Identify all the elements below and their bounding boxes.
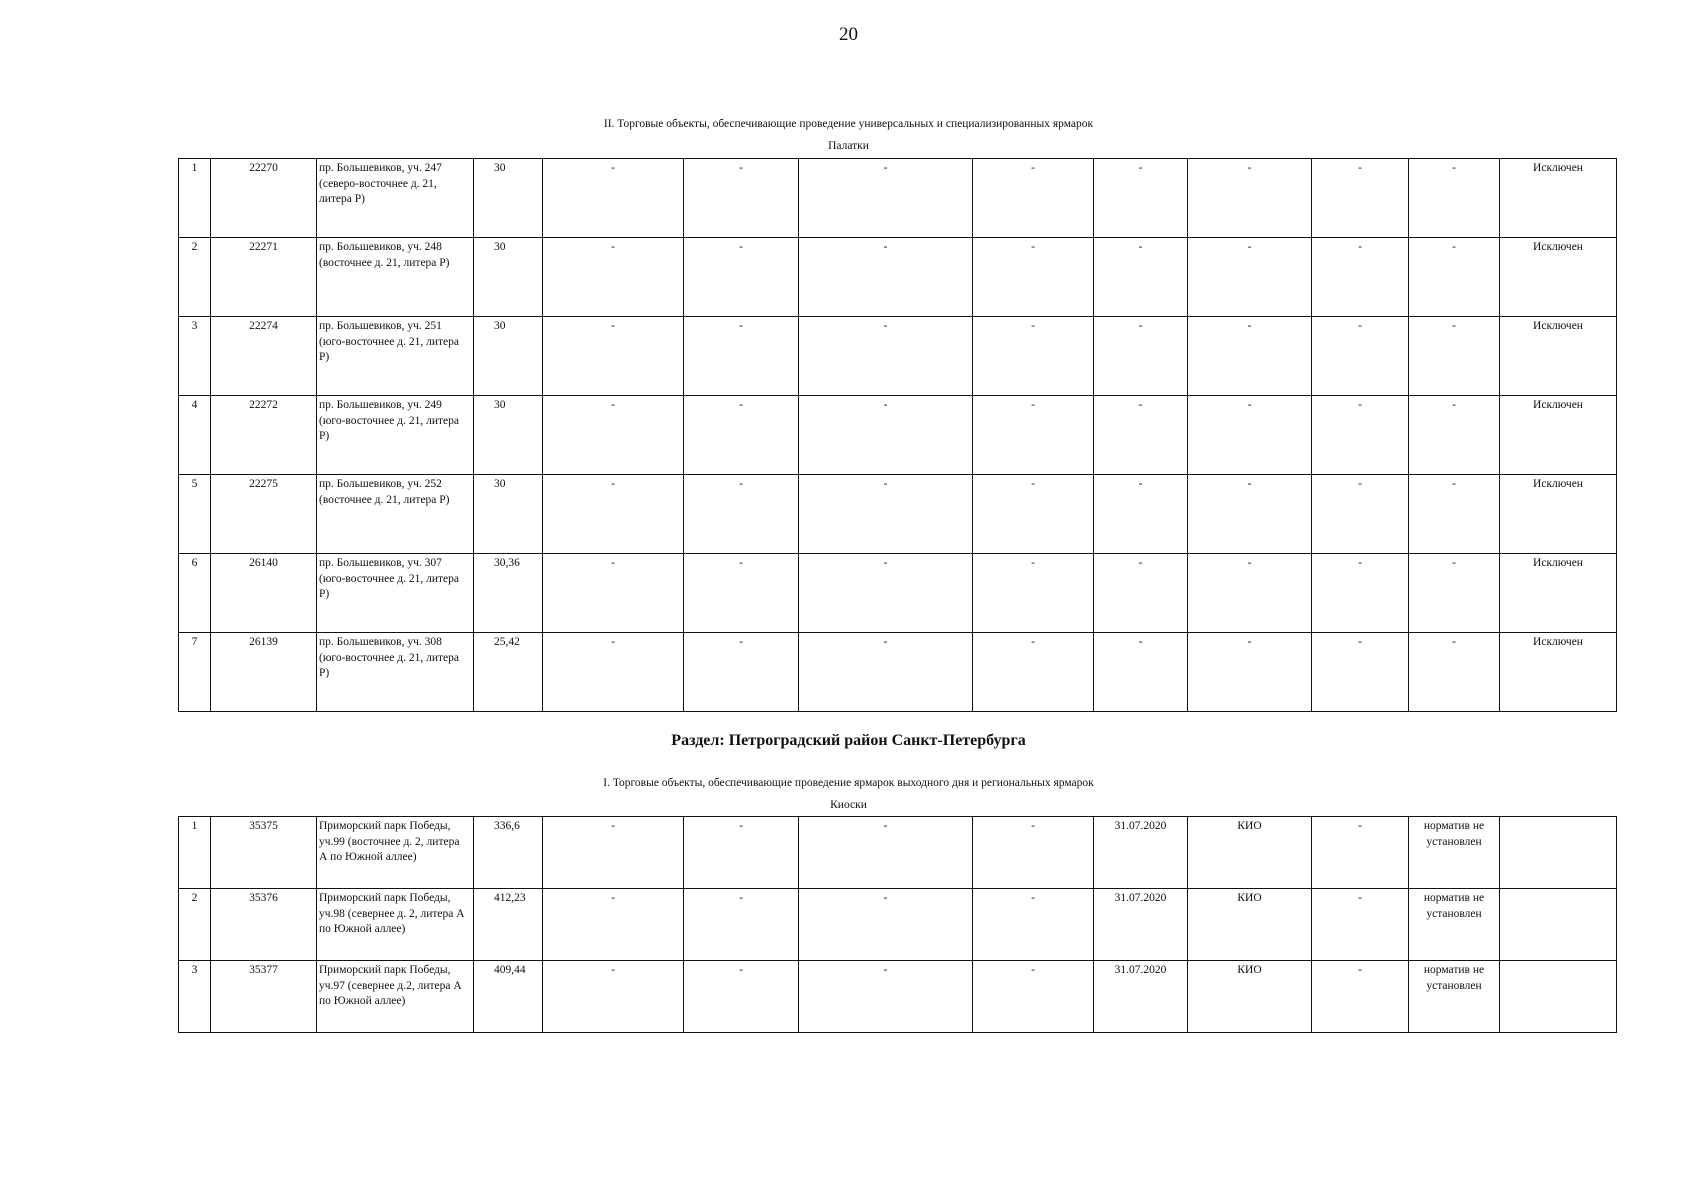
col7-cell: - bbox=[799, 317, 973, 396]
col6-cell: - bbox=[684, 159, 799, 238]
area-cell: 409,44 bbox=[474, 961, 543, 1033]
row-number-cell: 3 bbox=[179, 961, 211, 1033]
col5-cell: - bbox=[543, 817, 684, 889]
col8-cell: - bbox=[973, 889, 1094, 961]
table-row bbox=[179, 159, 1617, 238]
col6-cell: - bbox=[684, 396, 799, 475]
col7-cell: - bbox=[799, 238, 973, 317]
col7-cell: - bbox=[799, 475, 973, 554]
status-cell: Исключен bbox=[1500, 633, 1617, 712]
col11-cell: - bbox=[1312, 633, 1409, 712]
row-number-cell: 1 bbox=[179, 159, 211, 238]
address-cell: Приморский парк Победы, уч.97 (севернее д.2, литера А по Южной аллее) bbox=[317, 961, 474, 1033]
table-row bbox=[179, 396, 1617, 475]
col9-cell: - bbox=[1094, 159, 1188, 238]
col6-cell: - bbox=[684, 238, 799, 317]
object-id-cell: 35375 bbox=[211, 817, 317, 889]
status-cell bbox=[1500, 817, 1617, 889]
col9-cell: 31.07.2020 bbox=[1094, 961, 1188, 1033]
status-cell: Исключен bbox=[1500, 475, 1617, 554]
col7-cell: - bbox=[799, 554, 973, 633]
col12-cell: - bbox=[1409, 633, 1500, 712]
table-row bbox=[179, 317, 1617, 396]
object-id-cell: 22272 bbox=[211, 396, 317, 475]
col11-cell: - bbox=[1312, 475, 1409, 554]
row-number-cell: 4 bbox=[179, 396, 211, 475]
col11-cell: - bbox=[1312, 159, 1409, 238]
col5-cell: - bbox=[543, 889, 684, 961]
address-cell: пр. Большевиков, уч. 251 (юго-восточнее д. 21, литера Р) bbox=[317, 317, 474, 396]
status-cell: Исключен bbox=[1500, 159, 1617, 238]
col5-cell: - bbox=[543, 961, 684, 1033]
area-cell: 30 bbox=[474, 159, 543, 238]
col6-cell: - bbox=[684, 817, 799, 889]
palatki-table bbox=[178, 158, 1617, 712]
address-cell: пр. Большевиков, уч. 248 (восточнее д. 21, литера Р) bbox=[317, 238, 474, 317]
col11-cell: - bbox=[1312, 396, 1409, 475]
address-cell: пр. Большевиков, уч. 307 (юго-восточнее д. 21, литера Р) bbox=[317, 554, 474, 633]
object-id-cell: 22271 bbox=[211, 238, 317, 317]
address-cell: пр. Большевиков, уч. 252 (восточнее д. 21, литера Р) bbox=[317, 475, 474, 554]
status-cell: Исключен bbox=[1500, 554, 1617, 633]
col9-cell: - bbox=[1094, 475, 1188, 554]
col10-cell: КИО bbox=[1188, 961, 1312, 1033]
col8-cell: - bbox=[973, 396, 1094, 475]
area-cell: 30 bbox=[474, 317, 543, 396]
table-row bbox=[179, 817, 1617, 889]
col9-cell: - bbox=[1094, 396, 1188, 475]
col5-cell: - bbox=[543, 554, 684, 633]
area-cell: 30 bbox=[474, 396, 543, 475]
col11-cell: - bbox=[1312, 238, 1409, 317]
col6-cell: - bbox=[684, 475, 799, 554]
col8-cell: - bbox=[973, 475, 1094, 554]
section-i-caption: I. Торговые объекты, обеспечивающие проведение ярмарок выходного дня и региональных ярмарок bbox=[603, 777, 1094, 789]
col8-cell: - bbox=[973, 317, 1094, 396]
col12-cell: норматив не установлен bbox=[1409, 817, 1500, 889]
col12-cell: - bbox=[1409, 554, 1500, 633]
table-row bbox=[179, 475, 1617, 554]
row-number-cell: 7 bbox=[179, 633, 211, 712]
col7-cell: - bbox=[799, 633, 973, 712]
col12-cell: - bbox=[1409, 238, 1500, 317]
col10-cell: - bbox=[1188, 475, 1312, 554]
col12-cell: - bbox=[1409, 317, 1500, 396]
col9-cell: - bbox=[1094, 633, 1188, 712]
table-row bbox=[179, 633, 1617, 712]
col6-cell: - bbox=[684, 633, 799, 712]
col11-cell: - bbox=[1312, 889, 1409, 961]
col10-cell: - bbox=[1188, 317, 1312, 396]
col10-cell: - bbox=[1188, 159, 1312, 238]
object-id-cell: 22275 bbox=[211, 475, 317, 554]
col12-cell: - bbox=[1409, 159, 1500, 238]
col5-cell: - bbox=[543, 317, 684, 396]
col5-cell: - bbox=[543, 238, 684, 317]
address-cell: пр. Большевиков, уч. 308 (юго-восточнее д. 21, литера Р) bbox=[317, 633, 474, 712]
area-cell: 25,42 bbox=[474, 633, 543, 712]
col9-cell: 31.07.2020 bbox=[1094, 817, 1188, 889]
col7-cell: - bbox=[799, 889, 973, 961]
col11-cell: - bbox=[1312, 961, 1409, 1033]
col12-cell: - bbox=[1409, 396, 1500, 475]
row-number-cell: 3 bbox=[179, 317, 211, 396]
col7-cell: - bbox=[799, 396, 973, 475]
address-cell: Приморский парк Победы, уч.98 (севернее д. 2, литера А по Южной аллее) bbox=[317, 889, 474, 961]
row-number-cell: 5 bbox=[179, 475, 211, 554]
object-id-cell: 26139 bbox=[211, 633, 317, 712]
col7-cell: - bbox=[799, 159, 973, 238]
area-cell: 412,23 bbox=[474, 889, 543, 961]
status-cell bbox=[1500, 889, 1617, 961]
kiosks-table bbox=[178, 816, 1617, 1033]
col6-cell: - bbox=[684, 317, 799, 396]
col6-cell: - bbox=[684, 961, 799, 1033]
table-row bbox=[179, 554, 1617, 633]
object-id-cell: 26140 bbox=[211, 554, 317, 633]
page-number: 20 bbox=[839, 24, 858, 45]
col10-cell: - bbox=[1188, 554, 1312, 633]
object-id-cell: 22274 bbox=[211, 317, 317, 396]
col9-cell: - bbox=[1094, 317, 1188, 396]
col11-cell: - bbox=[1312, 817, 1409, 889]
col8-cell: - bbox=[973, 238, 1094, 317]
address-cell: Приморский парк Победы, уч.99 (восточнее д. 2, литера А по Южной аллее) bbox=[317, 817, 474, 889]
status-cell: Исключен bbox=[1500, 317, 1617, 396]
col7-cell: - bbox=[799, 817, 973, 889]
col8-cell: - bbox=[973, 817, 1094, 889]
col10-cell: - bbox=[1188, 238, 1312, 317]
table-row bbox=[179, 889, 1617, 961]
col10-cell: - bbox=[1188, 396, 1312, 475]
status-cell: Исключен bbox=[1500, 396, 1617, 475]
col12-cell: норматив не установлен bbox=[1409, 961, 1500, 1033]
col8-cell: - bbox=[973, 554, 1094, 633]
address-cell: пр. Большевиков, уч. 249 (юго-восточнее д. 21, литера Р) bbox=[317, 396, 474, 475]
col12-cell: - bbox=[1409, 475, 1500, 554]
col8-cell: - bbox=[973, 633, 1094, 712]
section-ii-caption: II. Торговые объекты, обеспечивающие проведение универсальных и специализированных ярмарок bbox=[603, 118, 1094, 130]
col7-cell: - bbox=[799, 961, 973, 1033]
col8-cell: - bbox=[973, 961, 1094, 1033]
status-cell: Исключен bbox=[1500, 238, 1617, 317]
area-cell: 30,36 bbox=[474, 554, 543, 633]
object-id-cell: 35376 bbox=[211, 889, 317, 961]
district-heading: Раздел: Петроградский район Санкт-Петербурга bbox=[671, 732, 1026, 749]
col6-cell: - bbox=[684, 554, 799, 633]
col6-cell: - bbox=[684, 889, 799, 961]
col9-cell: - bbox=[1094, 238, 1188, 317]
col11-cell: - bbox=[1312, 317, 1409, 396]
col10-cell: КИО bbox=[1188, 817, 1312, 889]
col10-cell: КИО bbox=[1188, 889, 1312, 961]
area-cell: 30 bbox=[474, 238, 543, 317]
row-number-cell: 1 bbox=[179, 817, 211, 889]
col5-cell: - bbox=[543, 475, 684, 554]
col9-cell: 31.07.2020 bbox=[1094, 889, 1188, 961]
section-ii-object-type: Палатки bbox=[828, 140, 869, 152]
col10-cell: - bbox=[1188, 633, 1312, 712]
area-cell: 336,6 bbox=[474, 817, 543, 889]
row-number-cell: 2 bbox=[179, 238, 211, 317]
col8-cell: - bbox=[973, 159, 1094, 238]
row-number-cell: 6 bbox=[179, 554, 211, 633]
object-id-cell: 22270 bbox=[211, 159, 317, 238]
col5-cell: - bbox=[543, 396, 684, 475]
address-cell: пр. Большевиков, уч. 247 (северо-восточнее д. 21, литера Р) bbox=[317, 159, 474, 238]
col9-cell: - bbox=[1094, 554, 1188, 633]
col12-cell: норматив не установлен bbox=[1409, 889, 1500, 961]
table-row bbox=[179, 961, 1617, 1033]
col5-cell: - bbox=[543, 159, 684, 238]
object-id-cell: 35377 bbox=[211, 961, 317, 1033]
area-cell: 30 bbox=[474, 475, 543, 554]
status-cell bbox=[1500, 961, 1617, 1033]
col5-cell: - bbox=[543, 633, 684, 712]
row-number-cell: 2 bbox=[179, 889, 211, 961]
col11-cell: - bbox=[1312, 554, 1409, 633]
table-row bbox=[179, 238, 1617, 317]
section-i-object-type: Киоски bbox=[830, 799, 867, 811]
